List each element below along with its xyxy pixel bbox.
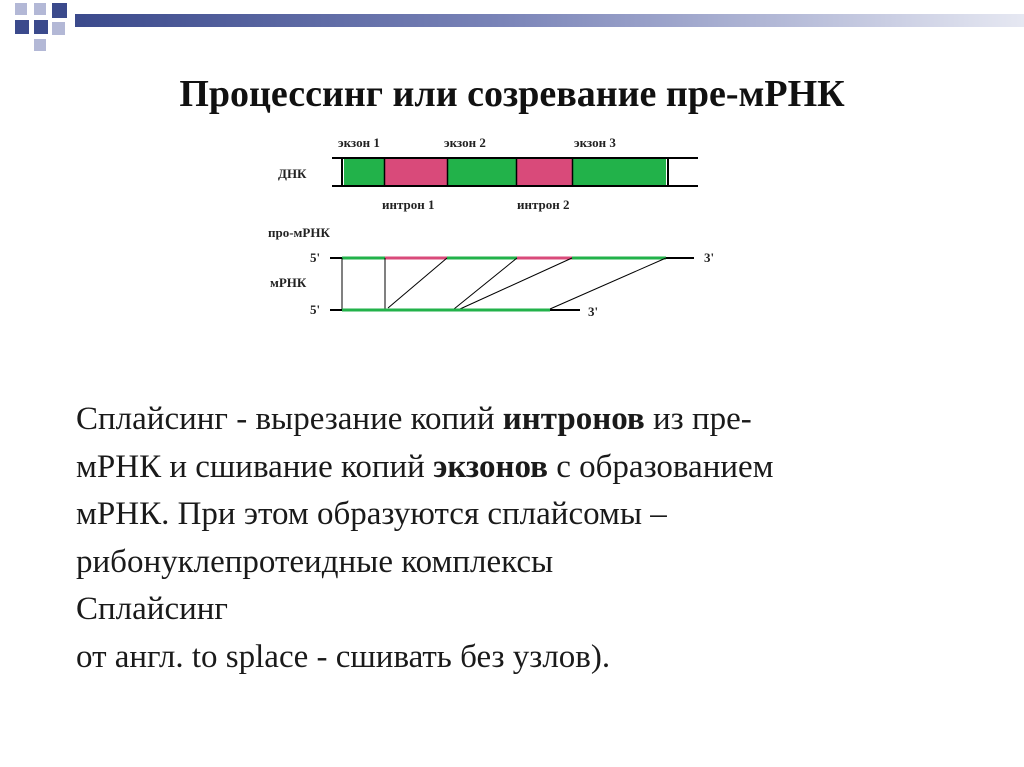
mapping-line xyxy=(550,258,666,309)
intron-2-segment xyxy=(517,159,572,185)
slide-title: Процессинг или созревание пре-мРНК xyxy=(179,73,845,115)
text-run: из пре- xyxy=(644,401,752,437)
five-prime-bottom-label: 5' xyxy=(310,302,321,317)
exon-1-segment xyxy=(344,159,384,185)
mapping-line xyxy=(460,258,572,309)
three-prime-top-label: 3' xyxy=(704,250,715,265)
exon-3-segment xyxy=(573,159,666,185)
exon-3-label: экзон 3 xyxy=(574,135,616,150)
body-line: мРНК. При этом образуются сплайсомы – xyxy=(76,496,667,532)
header-gradient-bar xyxy=(75,14,1024,27)
mapping-line xyxy=(388,258,447,308)
mapping-line xyxy=(454,258,517,309)
pre-mrna-label: про-мРНК xyxy=(268,225,330,240)
deco-square xyxy=(34,39,46,51)
exon-2-segment xyxy=(448,159,516,185)
text-run: с образованием xyxy=(547,448,774,485)
text-run: мРНК и сшивание копий xyxy=(76,448,434,485)
deco-square xyxy=(52,22,65,35)
deco-square xyxy=(15,20,29,34)
splicing-diagram xyxy=(258,128,728,328)
body-line: рибонуклепротеидные комплексы xyxy=(76,543,554,580)
deco-square xyxy=(34,20,48,34)
exon-2-label: экзон 2 xyxy=(444,135,486,150)
intron-2-label: интрон 2 xyxy=(517,197,570,212)
text-run: Сплайсинг - вырезание копий xyxy=(76,401,503,437)
body-line xyxy=(76,396,956,444)
bold-term: интронов xyxy=(502,401,645,437)
deco-square xyxy=(52,3,67,18)
three-prime-bottom-label: 3' xyxy=(588,304,599,319)
dna-label: ДНК xyxy=(278,166,307,181)
exon-1-label: экзон 1 xyxy=(338,135,380,150)
body-line: Сплайсинг xyxy=(76,591,228,627)
body-text xyxy=(76,396,956,681)
intron-1-label: интрон 1 xyxy=(382,197,435,212)
deco-square xyxy=(15,3,27,15)
five-prime-top-label: 5' xyxy=(310,250,321,265)
body-line: от англ. to splace - сшивать без узлов). xyxy=(76,638,611,675)
mrna-label: мРНК xyxy=(270,275,307,290)
deco-square xyxy=(34,3,46,15)
body-line xyxy=(76,444,956,492)
bold-term: экзонов xyxy=(433,448,548,485)
intron-1-segment xyxy=(385,159,447,185)
